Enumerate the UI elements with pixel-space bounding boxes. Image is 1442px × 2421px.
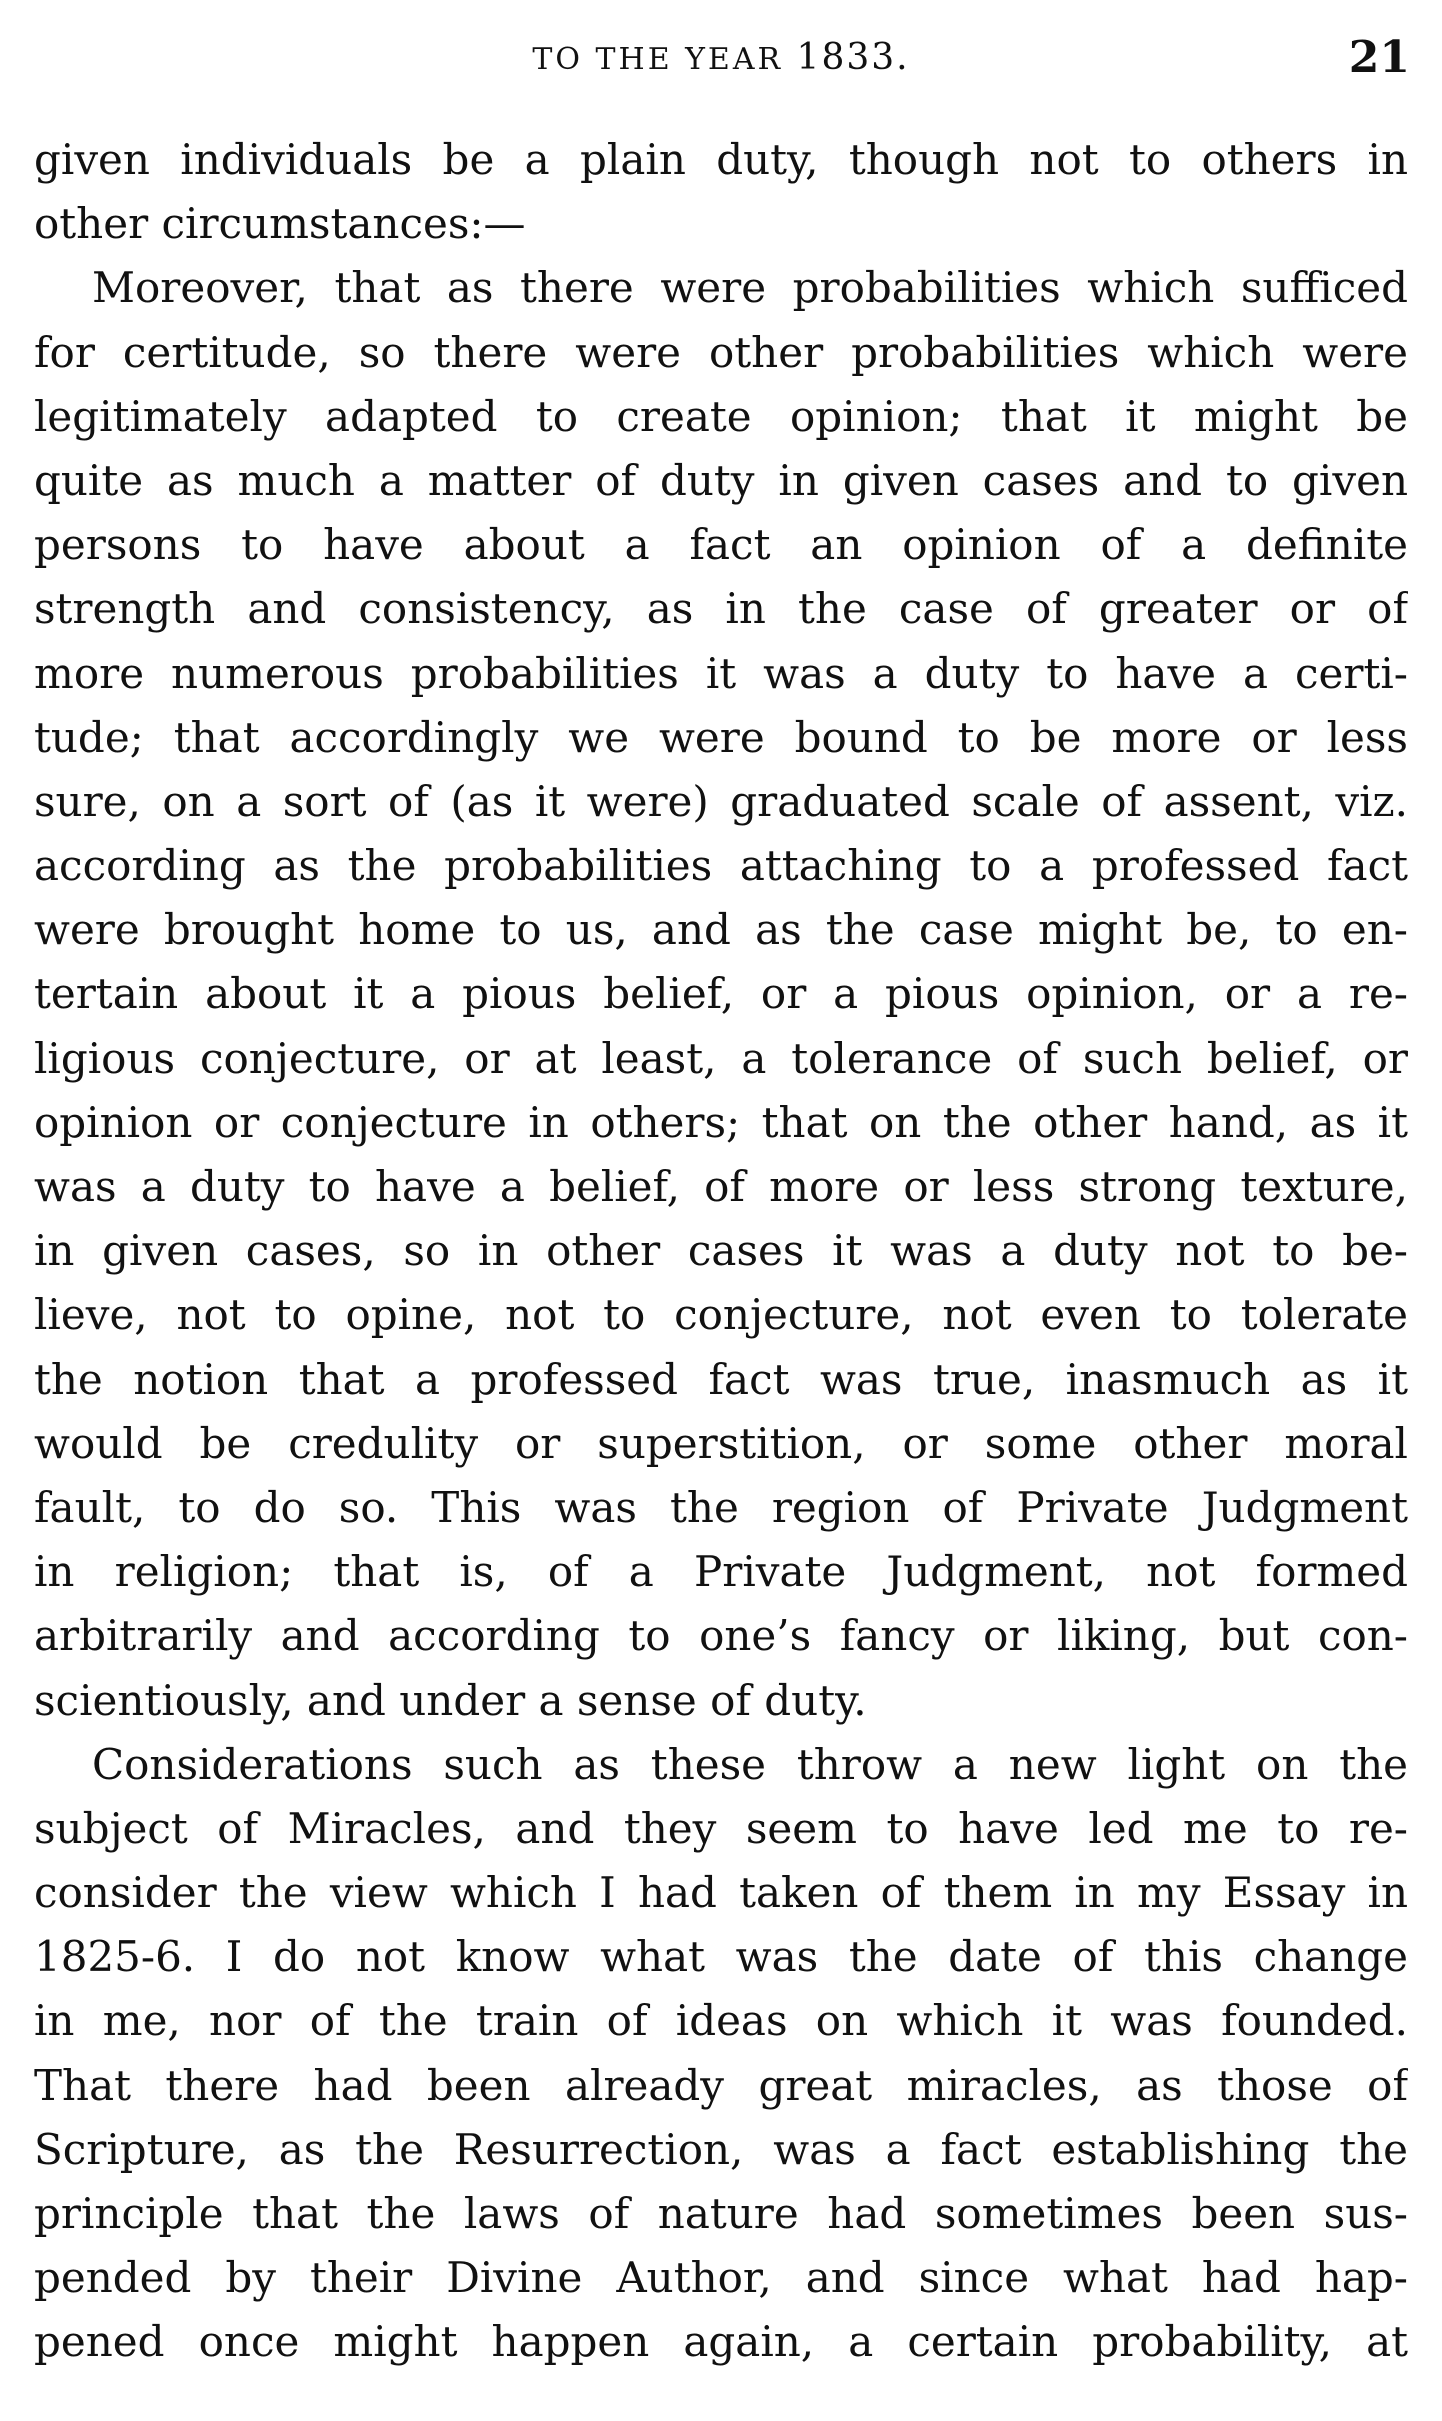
text-line: in religion; that is, of a Private Judgment, not formed [34,1547,1408,1597]
text-line: other circumstances:— [34,199,526,249]
text-line: consider the view which I had taken of them in my Essay in [34,1868,1408,1918]
running-head-year: 1833. [796,37,910,78]
running-head [32,28,1410,90]
running-head-prefix: TO THE YEAR [532,42,784,77]
text-line: That there had been already great miracles, as those of [34,2060,1408,2110]
text-line: 1825-6. I do not know what was the date of this change [34,1932,1408,1982]
text-line: pened once might happen again, a certain probability, at [34,2317,1408,2367]
text-line: tude; that accordingly we were bound to be more or less [34,712,1408,762]
text-line: in given cases, so in other cases it was a duty not to be- [34,1226,1408,1276]
text-line: principle that the laws of nature had sometimes been sus- [34,2189,1408,2238]
text-line: Moreover, that as there were probabilities which sufficed [92,263,1408,313]
text-line: strength and consistency, as in the case of greater or of [34,584,1408,634]
text-line: given individuals be a plain duty, though not to others in [34,135,1408,184]
text-line: was a duty to have a belief, of more or less strong texture, [34,1162,1408,1211]
text-line: the notion that a professed fact was true, inasmuch as it [34,1354,1408,1404]
text-line: quite as much a matter of duty in given cases and to given [34,455,1408,505]
page-number: 21 [1348,32,1410,83]
text-line: more numerous probabilities it was a duty to have a certi- [34,648,1408,698]
text-line: persons to have about a fact an opinion of a definite [34,520,1408,570]
text-line: scientiously, and under a sense of duty. [34,1675,867,1725]
text-line: subject of Miracles, and they seem to have led me to re- [34,1803,1408,1853]
text-line: were brought home to us, and as the case might be, to en- [34,905,1408,955]
text-line: in me, nor of the train of ideas on which it was founded. [34,1996,1408,2046]
text-line: fault, to do so. This was the region of Private Judgment [34,1482,1408,1532]
text-line: would be credulity or superstition, or some other moral [34,1418,1408,1468]
text-line: for certitude, so there were other probabilities which were [34,327,1408,377]
text-line: Scripture, as the Resurrection, was a fact establishing the [34,2124,1408,2174]
text-line: sure, on a sort of (as it were) graduated scale of assent, viz. [34,776,1408,826]
text-line: opinion or conjecture in others; that on the other hand, as it [34,1097,1408,1147]
body-text [34,128,1408,2375]
text-line: lieve, not to opine, not to conjecture, not even to tolerate [34,1290,1408,1340]
text-line: arbitrarily and according to one’s fancy or liking, but con- [34,1611,1408,1661]
text-line: Considerations such as these throw a new light on the [92,1739,1408,1789]
text-line: ligious conjecture, or at least, a tolerance of such belief, or [34,1033,1408,1083]
page-header [32,28,1410,88]
text-line: legitimately adapted to create opinion; that it might be [34,391,1408,441]
text-line: pended by their Divine Author, and since what had hap- [34,2253,1408,2303]
text-line: according as the probabilities attaching to a professed fact [34,841,1408,891]
text-line: tertain about it a pious belief, or a pious opinion, or a re- [34,969,1408,1019]
